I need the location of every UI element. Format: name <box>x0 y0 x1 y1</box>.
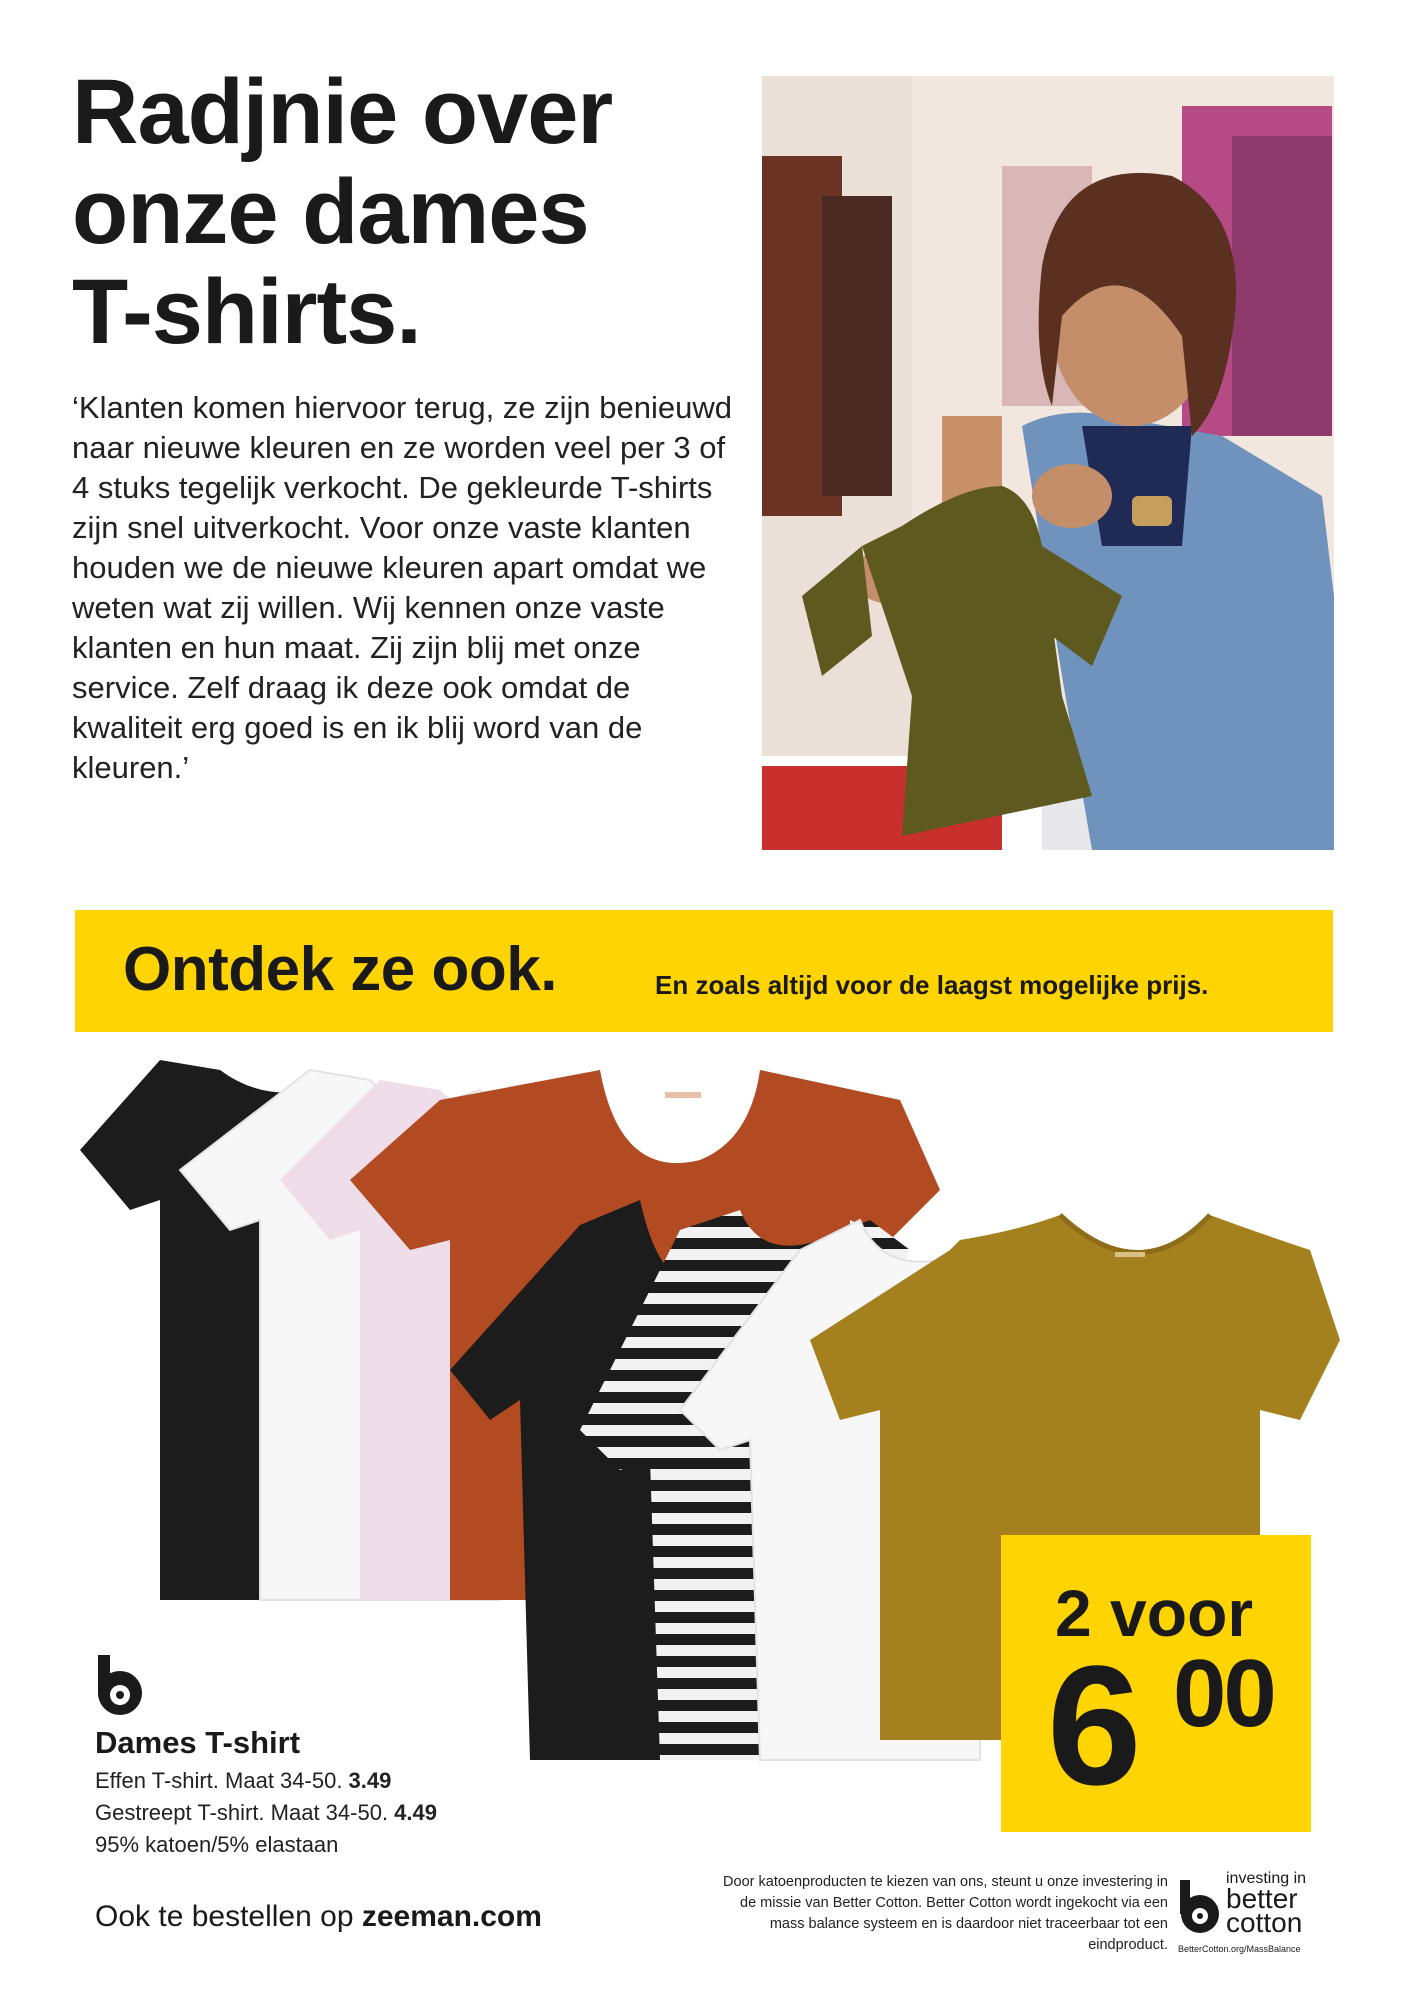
product-variant-striped: Gestreept T-shirt. Maat 34-50. 4.49 <box>95 1800 437 1825</box>
banner-subtitle: En zoals altijd voor de laagst mogelijke prijs. <box>655 970 1209 1000</box>
headline-line-1: Radjnie over <box>72 61 613 163</box>
zeeman-link[interactable]: zeeman.com <box>361 1900 542 1933</box>
store-employee-photo <box>762 76 1334 850</box>
promo-banner <box>75 910 1333 1032</box>
bc-word-2: cotton <box>1226 1907 1303 1938</box>
product-variant-plain: Effen T-shirt. Maat 34-50. 3.49 <box>95 1768 392 1793</box>
headline-line-2: onze dames <box>72 161 589 263</box>
price-deal-text: 2 voor <box>1055 1576 1254 1650</box>
better-cotton-logo-icon <box>1178 1880 1222 1936</box>
product-name: Dames T-shirt <box>95 1725 301 1760</box>
bc-word-1: better <box>1226 1883 1298 1914</box>
bc-tagline: investing in <box>1226 1870 1307 1887</box>
product-material: 95% katoen/5% elastaan <box>95 1832 339 1857</box>
banner-title: Ontdek ze ook. <box>123 935 557 1004</box>
order-online-text: Ook te bestellen op zeeman.com <box>95 1900 542 1933</box>
better-cotton-logo <box>1178 1870 1318 1960</box>
headline-line-3: T-shirts. <box>72 261 421 363</box>
page-headline <box>72 62 712 362</box>
bc-url: BetterCotton.org/MassBalance <box>1178 1944 1301 1954</box>
better-cotton-icon <box>94 1655 146 1717</box>
price-cents: 00 <box>1173 1640 1274 1747</box>
price-badge <box>1001 1535 1311 1832</box>
customer-quote: ‘Klanten komen hiervoor terug, ze zijn benieuwd naar nieuwe kleuren en ze worden veel per 3 of 4 stuks tegelijk verkocht. De gekleurde T-shirts zijn snel uitverkocht. Voor onze vaste klanten houden we de nieuwe kleuren apart omdat we weten wat zij willen. Wij kennen onze vaste klanten en hun maat. Zij zijn blij met onze service. Zelf draag ik deze ook omdat de kwaliteit erg goed is en ik blij word van de kleuren.’ <box>72 390 732 785</box>
better-cotton-disclaimer: Door katoenproducten te kiezen van ons, steunt u onze investering in de missie van Better Cotton. Better Cotton wordt ingekocht via een mass balance systeem en is daardoor niet traceerbaar tot een eindproduct. <box>723 1874 1168 1953</box>
plain-price: 3.49 <box>348 1768 392 1793</box>
price-main: 6 <box>1047 1631 1136 1821</box>
striped-price: 4.49 <box>394 1800 437 1825</box>
